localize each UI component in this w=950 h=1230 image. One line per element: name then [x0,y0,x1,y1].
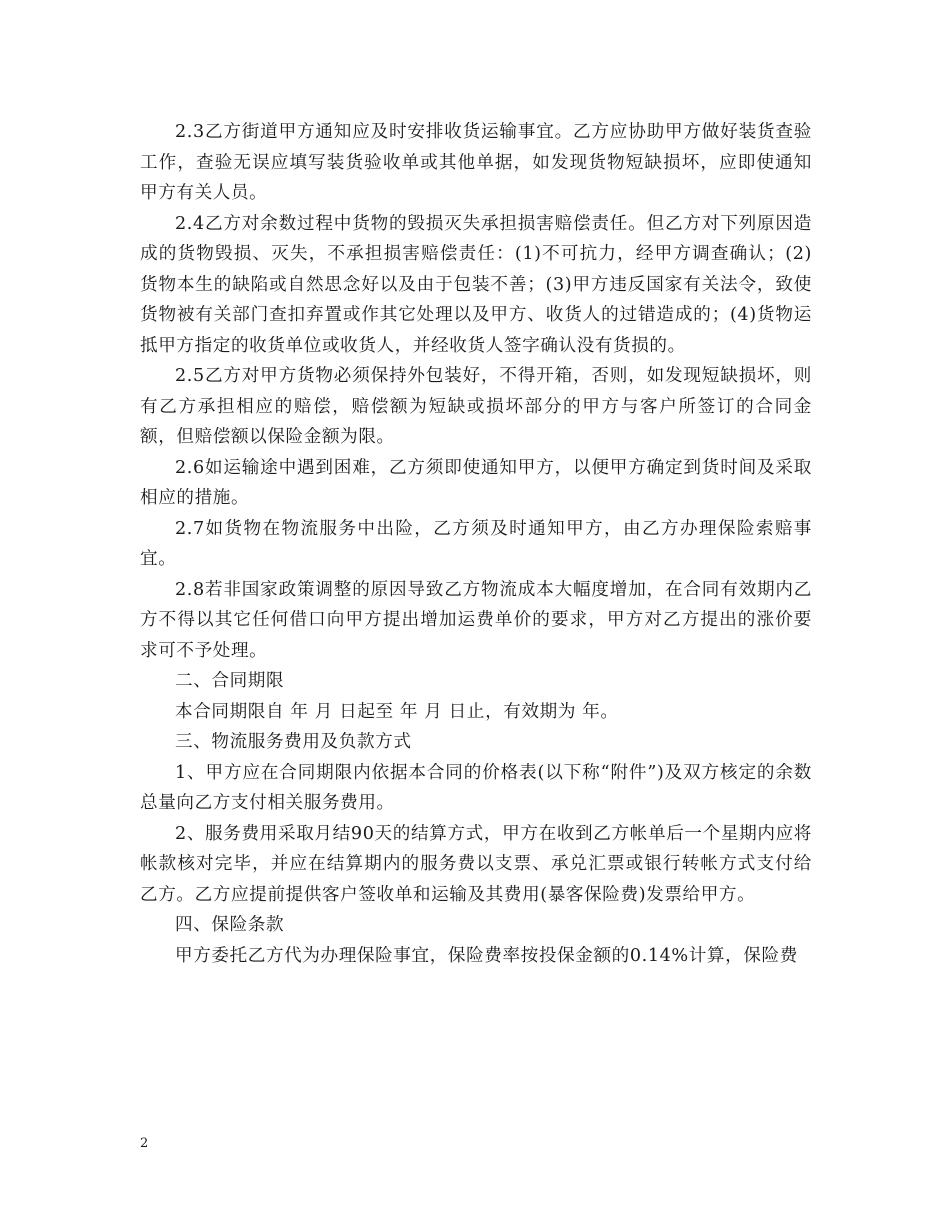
section-heading-contract-term: 二、合同期限 [175,671,285,691]
paragraph-2-7: 2.7如货物在物流服务中出险，乙方须及时通知甲方，由乙方办理保险索赔事宜。 [140,518,812,569]
paragraph-fees-2: 2、服务费用采取月结90天的结算方式，甲方在收到乙方帐单后一个星期内应将帐款核对完毕，并应在结算期内的服务费以支票、承兑汇票或银行转帐方式支付给乙方。乙方应提前提供客户签收单和运输及其费用(暴客保险费)发票给甲方。 [140,823,812,905]
paragraph-2-6: 2.6如运输途中遇到困难，乙方须即使通知甲方，以便甲方确定到货时间及采取相应的措施。 [140,457,812,508]
paragraph-2-3: 2.3乙方街道甲方通知应及时安排收货运输事宜。乙方应协助甲方做好装货查验工作，查验无误应填写装货验收单或其他单据，如发现货物短缺损坏，应即使通知甲方有关人员。 [140,122,812,203]
paragraph-2-4: 2.4乙方对余数过程中货物的毁损灭失承担损害赔偿责任。但乙方对下列原因造成的货物毁损、灭失，不承担损害赔偿责任：(1)不可抗力，经甲方调查确认；(2)货物本生的缺陷或自然思念好以及由于包装不善；(3)甲方违反国家有关法令，致使货物被有关部门查扣弃置或作其它处理以及甲方、收货人的过错造成的；(4)货物运抵甲方指定的收货单位或收货人，并经收货人签字确认没有货损的。 [140,213,812,356]
document-body [140,117,812,971]
paragraph-2-5: 2.5乙方对甲方货物必须保持外包装好，不得开箱，否则，如发现短缺损坏，则有乙方承担相应的赔偿，赔偿额为短缺或损坏部分的甲方与客户所签订的合同金额，但赔偿额以保险金额为限。 [140,366,812,447]
section-heading-service-fees: 三、物流服务费用及负款方式 [175,732,412,752]
page-number: 2 [140,1136,149,1151]
paragraph-2-8: 2.8若非国家政策调整的原因导致乙方物流成本大幅度增加，在合同有效期内乙方不得以其它任何借口向甲方提出增加运费单价的要求，甲方对乙方提出的涨价要求可不予处理。 [140,579,812,661]
paragraph-fees-1: 1、甲方应在合同期限内依据本合同的价格表(以下称“附件”)及双方核定的余数总量向乙方支付相关服务费用。 [140,762,812,813]
section-heading-insurance: 四、保险条款 [175,915,285,935]
paragraph-insurance: 甲方委托乙方代为办理保险事宜，保险费率按投保金额的0.14%计算，保险费 [175,945,798,966]
paragraph-contract-term: 本合同期限自 年 月 日起至 年 月 日止，有效期为 年。 [175,701,619,722]
